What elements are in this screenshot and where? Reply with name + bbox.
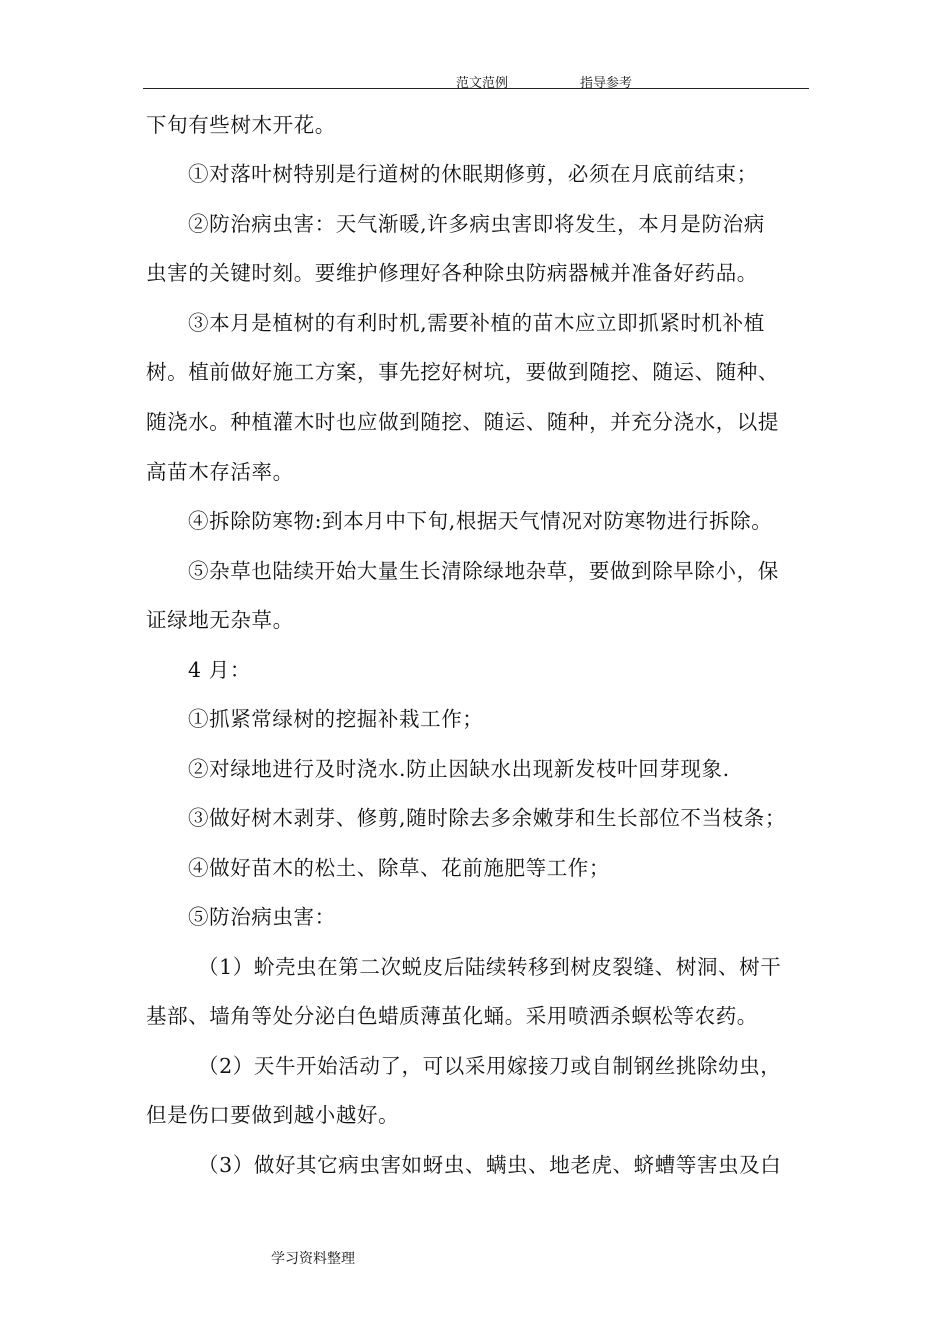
text-line: 随浇水。种植灌木时也应做到随挖、随运、随种，并充分浇水，以提 (146, 410, 779, 434)
text-line: （2）天牛开始活动了，可以采用嫁接刀或自制钢丝挑除幼虫， (198, 1054, 782, 1078)
text-line: 但是伤口要做到越小越好。 (146, 1103, 400, 1127)
text-line: 下旬有些树木开花。 (146, 113, 336, 137)
text-line: ①抓紧常绿树的挖掘补栽工作； (188, 707, 484, 731)
text-line: ②对绿地进行及时浇水.防止因缺水出现新发枝叶回芽现象. (188, 757, 730, 781)
text-line: ②防治病虫害：天气渐暖,许多病虫害即将发生，本月是防治病 (188, 212, 765, 236)
header-divider (143, 88, 809, 89)
text-line: 基部、墙角等处分泌白色蜡质薄茧化蛹。采用喷洒杀螟松等农药。 (146, 1004, 758, 1028)
text-line: ③本月是植树的有利时机,需要补植的苗木应立即抓紧时机补植 (188, 311, 765, 335)
text-line: 虫害的关键时刻。要维护修理好各种除虫防病器械并准备好药品。 (146, 261, 758, 285)
text-line: （1）蚧壳虫在第二次蜕皮后陆续转移到树皮裂缝、树洞、树干 (198, 955, 782, 979)
text-line: ④做好苗木的松土、除草、花前施肥等工作； (188, 856, 610, 880)
text-line: ⑤杂草也陆续开始大量生长清除绿地杂草，要做到除早除小，保 (188, 559, 779, 583)
text-line: 高苗木存活率。 (146, 460, 294, 484)
text-line: （3）做好其它病虫害如蚜虫、螨虫、地老虎、蛴螬等害虫及白 (198, 1153, 782, 1177)
page-footer: 学习资料整理 (271, 1251, 355, 1267)
page-header (0, 70, 950, 90)
text-line: 4 月： (188, 658, 251, 682)
header-left-text: 范文范例 (456, 76, 509, 91)
text-line: ⑤防治病虫害： (188, 905, 336, 929)
text-line: ①对落叶树特别是行道树的休眠期修剪，必须在月底前结束； (188, 162, 758, 186)
text-line: 树。植前做好施工方案，事先挖好树坑，要做到随挖、随运、随种、 (146, 360, 779, 384)
text-line: ④拆除防寒物:到本月中下旬,根据天气情况对防寒物进行拆除。 (188, 509, 773, 533)
text-line: ③做好树木剥芽、修剪,随时除去多余嫩芽和生长部位不当枝条； (188, 806, 786, 830)
text-line: 证绿地无杂草。 (146, 608, 294, 632)
header-right-text: 指导参考 (580, 76, 633, 91)
